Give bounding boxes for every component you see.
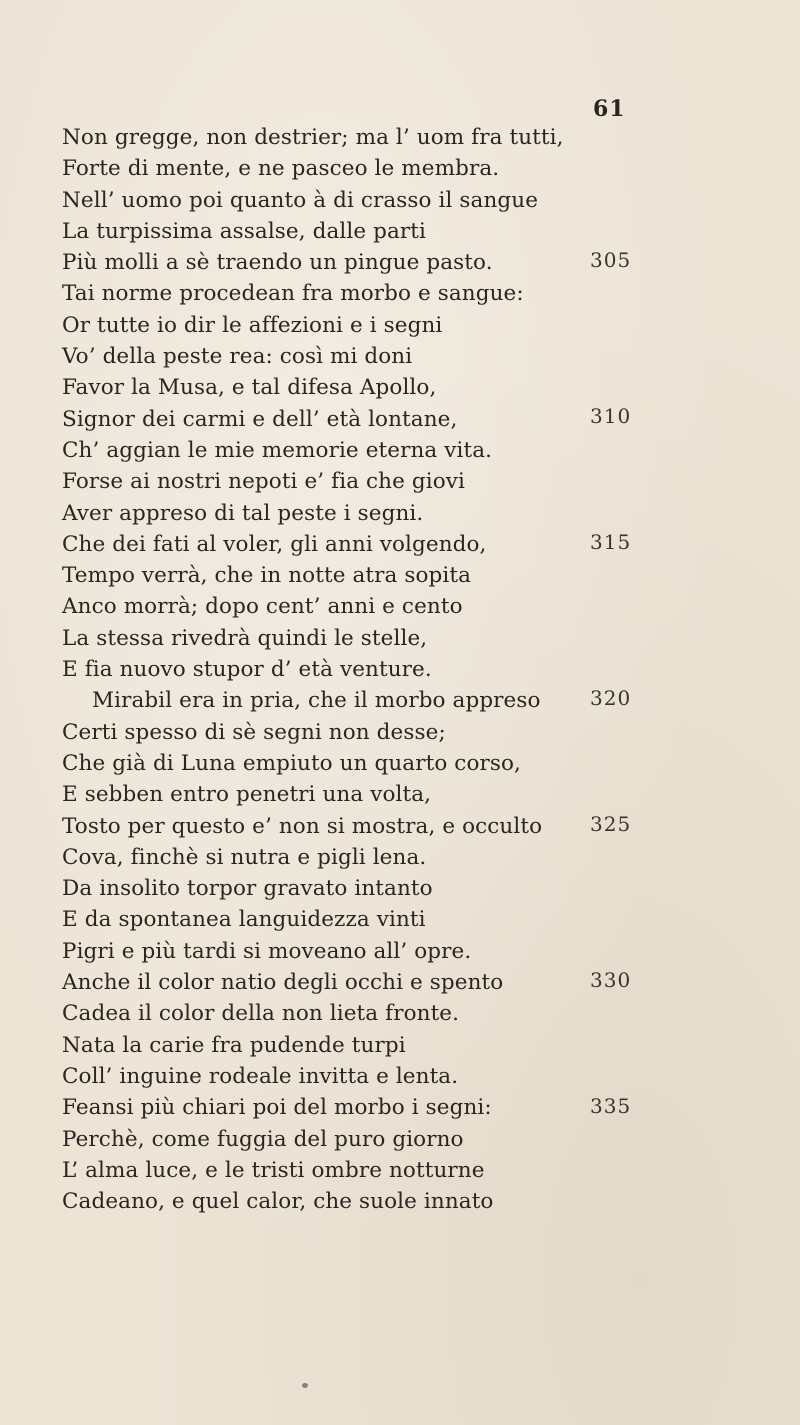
poem-text xyxy=(62,122,582,1217)
verse-line: Anche il color natio degli occhi e spento xyxy=(62,970,504,996)
verse-line: Aver appreso di tal peste i segni. xyxy=(62,500,424,526)
verse-line: L’ alma luce, e le tristi ombre notturne xyxy=(62,1157,485,1183)
verse-line: Certi spesso di sè segni non desse; xyxy=(62,719,446,745)
verse-line: Non gregge, non destrier; ma l’ uom fra tutti, xyxy=(62,125,564,150)
verse-line: Favor la Musa, e tal difesa Apollo, xyxy=(62,375,437,401)
ink-speck xyxy=(302,1383,308,1388)
verse-line: E fia nuovo stupor d’ età venture. xyxy=(62,657,432,683)
verse-line: La turpissima assalse, dalle parti xyxy=(62,218,426,244)
verse-line: Da insolito torpor gravato intanto xyxy=(62,876,433,902)
line-number: 305 xyxy=(590,248,632,272)
verse-line: Più molli a sè traendo un pingue pasto. xyxy=(62,250,493,276)
verse-line: Cadea il color della non lieta fronte. xyxy=(62,1001,460,1027)
line-number: 335 xyxy=(590,1094,632,1118)
line-number: 320 xyxy=(590,686,632,710)
verse-line: Tosto per questo e’ non si mostra, e occulto xyxy=(62,813,543,839)
verse-line: La stessa rivedrà quindi le stelle, xyxy=(62,625,428,651)
verse-line-indented: Mirabil era in pria, che il morbo appreso xyxy=(92,688,541,714)
verse-line: Che già di Luna empiuto un quarto corso, xyxy=(62,750,521,776)
verse-line: Perchè, come fuggia del puro giorno xyxy=(62,1126,464,1152)
verse-line: Tai norme procedean fra morbo e sangue: xyxy=(62,281,524,307)
verse-line: Nell’ uomo poi quanto à di crasso il sangue xyxy=(62,187,539,213)
verse-line: Signor dei carmi e dell’ età lontane, xyxy=(62,406,458,432)
verse-line: Forte di mente, e ne pasceo le membra. xyxy=(62,156,500,182)
line-number: 325 xyxy=(590,812,632,836)
verse-line: Or tutte io dir le affezioni e i segni xyxy=(62,312,443,338)
verse-line: Anco morrà; dopo cent’ anni e cento xyxy=(62,594,463,620)
line-number: 315 xyxy=(590,530,632,554)
line-number-column xyxy=(590,0,650,1425)
verse-line: Coll’ inguine rodeale invitta e lenta. xyxy=(62,1063,459,1089)
verse-line: Ch’ aggian le mie memorie eterna vita. xyxy=(62,437,493,463)
verse-line: Forse ai nostri nepoti e’ fia che giovi xyxy=(62,469,465,495)
verse-line: Cadeano, e quel calor, che suole innato xyxy=(62,1189,494,1215)
verse-line: Feansi più chiari poi del morbo i segni: xyxy=(62,1095,492,1121)
verse-line: Tempo verrà, che in notte atra sopita xyxy=(62,563,472,589)
verse-line: Cova, finchè si nutra e pigli lena. xyxy=(62,844,427,870)
line-number: 310 xyxy=(590,404,632,428)
page-number: 61 xyxy=(593,96,626,122)
verse-line: E sebben entro penetri una volta, xyxy=(62,782,432,808)
verse-line: E da spontanea languidezza vinti xyxy=(62,907,426,933)
verse-line: Nata la carie fra pudende turpi xyxy=(62,1032,406,1058)
line-number: 330 xyxy=(590,968,632,992)
verse-line: Pigri e più tardi si moveano all’ opre. xyxy=(62,938,472,964)
verse-line: Che dei fati al voler, gli anni volgendo, xyxy=(62,531,487,557)
verse-line: Vo’ della peste rea: così mi doni xyxy=(62,344,413,370)
